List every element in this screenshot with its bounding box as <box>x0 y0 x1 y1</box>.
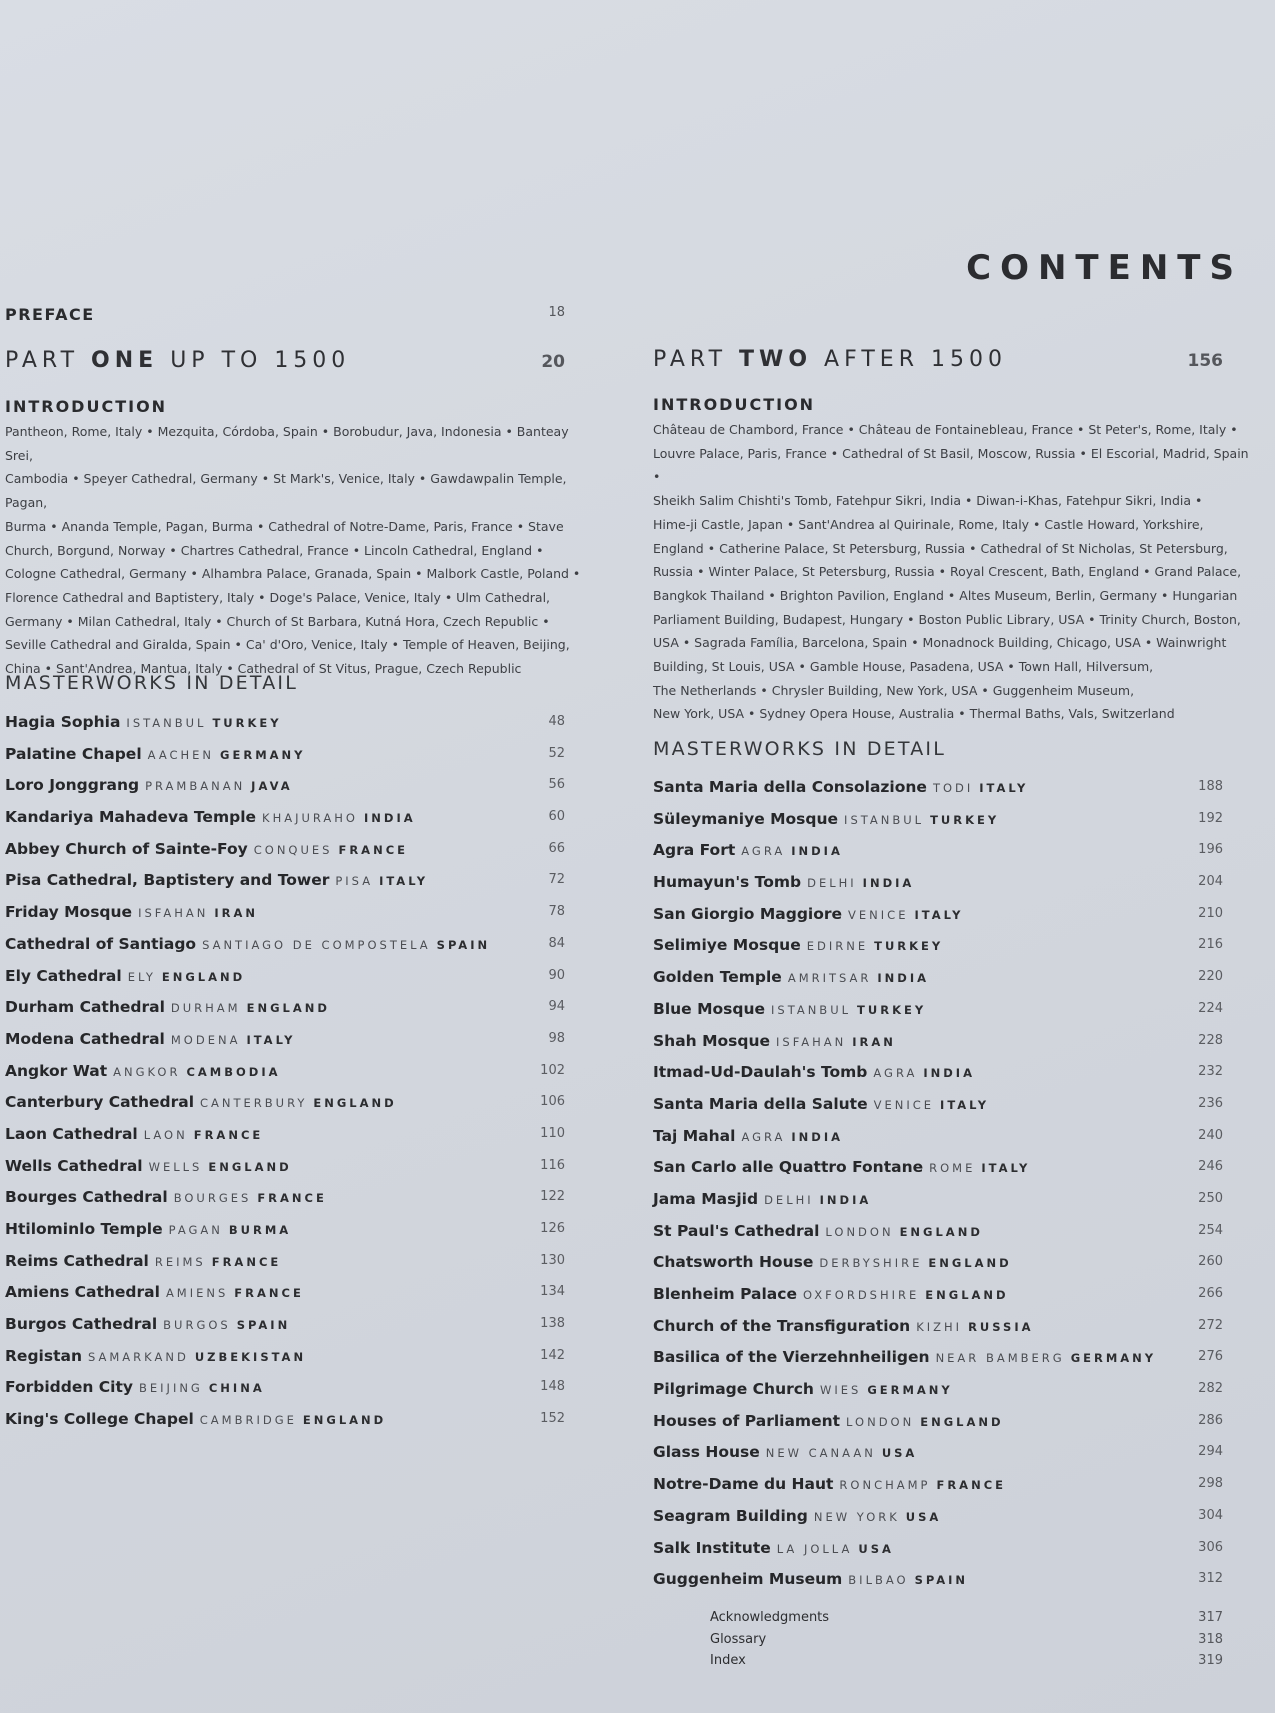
entry-page: 90 <box>548 967 565 983</box>
entry-city: PISA <box>335 874 374 889</box>
entry-name: Reims Cathedral <box>5 1251 149 1270</box>
toc-entry[interactable] <box>5 996 565 1028</box>
entry-page: 224 <box>1198 1000 1223 1016</box>
entry-country: ENGLAND <box>899 1224 983 1239</box>
entry-page: 246 <box>1198 1159 1223 1175</box>
entry-city: BILBAO <box>848 1573 909 1588</box>
toc-entry[interactable] <box>5 1028 565 1060</box>
entry-name: Forbidden City <box>5 1378 133 1397</box>
entry-page: 298 <box>1198 1476 1223 1492</box>
entry-city: VENICE <box>848 907 909 922</box>
entry-country: SPAIN <box>236 1318 291 1333</box>
entry-country: IRAN <box>852 1034 896 1049</box>
entry-name: St Paul's Cathedral <box>653 1221 820 1240</box>
entry-country: CAMBODIA <box>186 1064 281 1079</box>
toc-entry[interactable] <box>5 1250 565 1282</box>
entry-city: ANGKOR <box>113 1064 181 1079</box>
back-matter-page: 318 <box>1198 1631 1223 1647</box>
entry-country: ENGLAND <box>920 1414 1004 1429</box>
entry-country: FRANCE <box>936 1478 1006 1493</box>
entry-city: RONCHAMP <box>839 1478 931 1493</box>
entry-page: 52 <box>548 745 565 761</box>
entry-name: Htilominlo Temple <box>5 1220 163 1238</box>
entry-name: Wells Cathedral <box>5 1156 143 1175</box>
intro-line: Church, Borgund, Norway • Chartres Cathedral, France • Lincoln Cathedral, England • <box>5 542 544 558</box>
entry-page: 94 <box>548 999 565 1015</box>
entry-name: Golden Temple <box>653 968 782 987</box>
entry-country: IRAN <box>214 906 258 921</box>
entry-city: WELLS <box>148 1159 203 1174</box>
entry-name: Bourges Cathedral <box>5 1188 168 1207</box>
entry-page: 110 <box>540 1125 565 1141</box>
entry-page: 236 <box>1198 1095 1223 1111</box>
entry-page: 102 <box>540 1062 565 1078</box>
entry-city: ISTANBUL <box>771 1002 852 1017</box>
intro-line: Cambodia • Speyer Cathedral, Germany • St Mark's, Venice, Italy • Gawdawpalin Temple, Pagan, <box>5 471 567 511</box>
entry-country: INDIA <box>364 811 416 826</box>
intro-line: Florence Cathedral and Baptistery, Italy • Doge's Palace, Venice, Italy • Ulm Cathedral, <box>5 589 551 605</box>
toc-entry[interactable] <box>653 1125 1223 1157</box>
toc-entry[interactable] <box>5 1155 565 1187</box>
toc-entry[interactable] <box>5 1186 565 1218</box>
entry-city: ELY <box>127 969 156 984</box>
toc-entry[interactable] <box>5 965 565 997</box>
entry-name: Pilgrimage Church <box>653 1380 814 1399</box>
part-subtitle: AFTER 1500 <box>824 347 1007 372</box>
part-number: TWO <box>739 347 813 372</box>
entry-city: MODENA <box>170 1032 241 1047</box>
entry-page: 66 <box>548 840 565 856</box>
entry-name: Loro Jonggrang <box>5 776 140 795</box>
entry-country: ENGLAND <box>246 1001 330 1016</box>
toc-entry[interactable] <box>653 1093 1223 1125</box>
entry-name: Laon Cathedral <box>5 1124 138 1143</box>
masterworks-list <box>653 776 1223 1600</box>
entry-page: 60 <box>548 809 565 825</box>
part-two-heading[interactable] <box>653 347 1223 372</box>
entry-page: 232 <box>1198 1064 1223 1080</box>
entry-page: 228 <box>1198 1032 1223 1048</box>
entry-city: AGRA <box>741 1129 786 1144</box>
entry-page: 312 <box>1198 1571 1223 1587</box>
entry-country: FRANCE <box>234 1286 304 1301</box>
entry-city: VENICE <box>873 1097 935 1112</box>
toc-entry[interactable] <box>653 1030 1223 1062</box>
toc-entry[interactable] <box>5 743 565 775</box>
entry-city: EDIRNE <box>806 939 869 954</box>
entry-country: FRANCE <box>338 842 408 857</box>
back-matter-label: Index <box>710 1653 746 1669</box>
toc-entry[interactable] <box>653 1156 1223 1188</box>
entry-country: UZBEKISTAN <box>194 1349 307 1364</box>
entry-page: 286 <box>1198 1412 1223 1428</box>
entry-name: Angkor Wat <box>5 1061 108 1080</box>
toc-entry[interactable] <box>653 776 1223 808</box>
entry-name: Palatine Chapel <box>5 744 142 763</box>
entry-name: Notre-Dame du Haut <box>653 1475 834 1494</box>
entry-name: Selimiye Mosque <box>653 936 801 955</box>
entry-page: 48 <box>548 714 565 729</box>
entry-page: 56 <box>548 777 565 793</box>
entry-name: San Carlo alle Quattro Fontane <box>653 1158 924 1177</box>
toc-entry[interactable] <box>653 1441 1223 1473</box>
entry-page: 188 <box>1198 779 1223 794</box>
entry-page: 220 <box>1198 969 1223 985</box>
entry-city: AMRITSAR <box>787 971 872 986</box>
entry-country: USA <box>858 1541 894 1556</box>
back-matter-page: 317 <box>1198 1610 1223 1625</box>
entry-name: San Giorgio Maggiore <box>653 904 843 923</box>
entry-page: 72 <box>548 872 565 888</box>
toc-entry[interactable] <box>653 1346 1223 1378</box>
back-matter-label: Glossary <box>710 1631 767 1647</box>
entry-page: 196 <box>1198 842 1223 858</box>
intro-text <box>5 420 595 681</box>
entry-name: Pisa Cathedral, Baptistery and Tower <box>5 871 330 890</box>
entry-page: 126 <box>540 1221 565 1236</box>
entry-name: Basilica of the Vierzehnheiligen <box>653 1348 930 1367</box>
part-one-heading[interactable] <box>5 348 565 373</box>
entry-country: INDIA <box>862 876 915 891</box>
intro-line: Hime-ji Castle, Japan • Sant'Andrea al Quirinale, Rome, Italy • Castle Howard, Yorkshire, <box>653 516 1204 532</box>
part-page: 156 <box>1187 351 1223 371</box>
entry-country: INDIA <box>819 1192 872 1207</box>
toc-entry[interactable] <box>653 1220 1223 1252</box>
entry-city: ISTANBUL <box>126 716 207 730</box>
entry-name: Guggenheim Museum <box>653 1570 843 1589</box>
entry-city: KHAJURAHO <box>262 811 358 826</box>
entry-city: TODI <box>932 781 974 795</box>
entry-country: INDIA <box>923 1066 975 1081</box>
toc-entry[interactable] <box>5 1060 565 1092</box>
entry-name: Canterbury Cathedral <box>5 1093 195 1112</box>
toc-entry[interactable] <box>5 869 565 901</box>
intro-line: Building, St Louis, USA • Gamble House, Pasadena, USA • Town Hall, Hilversum, <box>653 659 1154 675</box>
intro-line: Russia • Winter Palace, St Petersburg, Russia • Royal Crescent, Bath, England • Grand Palace, <box>653 564 1242 580</box>
toc-entry[interactable] <box>5 774 565 806</box>
entry-page: 294 <box>1198 1444 1223 1460</box>
intro-line: Germany • Milan Cathedral, Italy • Church of St Barbara, Kutná Hora, Czech Republic • <box>5 613 550 629</box>
entry-page: 260 <box>1198 1254 1223 1270</box>
entry-city: ISTANBUL <box>844 812 925 827</box>
entry-country: ITALY <box>914 907 964 922</box>
entry-city: DURHAM <box>170 1001 241 1016</box>
toc-entry[interactable] <box>5 1408 565 1440</box>
entry-name: Cathedral of Santiago <box>5 934 197 953</box>
toc-entry[interactable] <box>5 1313 565 1345</box>
intro-line: Pantheon, Rome, Italy • Mezquita, Córdoba, Spain • Borobudur, Java, Indonesia • Banteay Srei, <box>5 424 569 463</box>
toc-entry[interactable] <box>5 1218 565 1250</box>
toc-entry[interactable] <box>653 1188 1223 1220</box>
entry-name: Santa Maria della Salute <box>653 1094 868 1113</box>
toc-entry[interactable] <box>5 838 565 870</box>
entry-name: Blue Mosque <box>653 999 766 1018</box>
masterworks-heading: MASTERWORKS IN DETAIL <box>653 738 947 760</box>
entry-city: LA JOLLA <box>776 1541 853 1556</box>
intro-line: Seville Cathedral and Giralda, Spain • Ca' d'Oro, Venice, Italy • Temple of Heaven, Beijing, <box>5 637 570 653</box>
entry-name: Friday Mosque <box>5 903 133 922</box>
intro-line: Bangkok Thailand • Brighton Pavilion, England • Altes Museum, Berlin, Germany • Hungarian <box>653 587 1238 603</box>
entry-city: AGRA <box>741 844 786 859</box>
entry-name: Agra Fort <box>653 841 736 860</box>
intro-line: The Netherlands • Chrysler Building, New York, USA • Guggenheim Museum, <box>653 682 1135 698</box>
toc-entry[interactable] <box>653 903 1223 935</box>
toc-entry[interactable] <box>653 1568 1223 1600</box>
entry-country: FRANCE <box>211 1254 282 1269</box>
entry-city: LONDON <box>846 1414 915 1429</box>
entry-page: 116 <box>540 1157 565 1173</box>
entry-page: 84 <box>548 935 565 951</box>
entry-page: 130 <box>540 1252 565 1268</box>
entry-page: 138 <box>540 1316 565 1332</box>
entry-name: King's College Chapel <box>5 1410 194 1429</box>
entry-city: DELHI <box>764 1192 814 1207</box>
entry-country: JAVA <box>251 779 293 794</box>
entry-page: 106 <box>540 1094 565 1110</box>
toc-entry[interactable] <box>653 808 1223 840</box>
entry-country: CHINA <box>208 1381 265 1396</box>
entry-city: BEIJING <box>139 1381 203 1396</box>
toc-entry[interactable] <box>5 1091 565 1123</box>
entry-city: LAON <box>143 1127 188 1142</box>
entry-country: SPAIN <box>436 937 491 952</box>
toc-entry[interactable] <box>5 933 565 965</box>
part-page: 20 <box>541 352 565 372</box>
entry-country: INDIA <box>877 971 930 986</box>
back-matter-label: Acknowledgments <box>710 1610 830 1625</box>
entry-city: NEW YORK <box>813 1509 900 1524</box>
toc-entry[interactable] <box>5 711 565 743</box>
entry-name: Blenheim Palace <box>653 1285 797 1303</box>
entry-page: 276 <box>1198 1349 1223 1365</box>
toc-entry[interactable] <box>653 966 1223 998</box>
entry-country: ENGLAND <box>313 1096 397 1111</box>
toc-entry[interactable] <box>653 998 1223 1030</box>
entry-country: ENGLAND <box>925 1288 1009 1302</box>
entry-country: ITALY <box>379 874 429 889</box>
entry-country: ENGLAND <box>161 969 246 984</box>
entry-name: Süleymaniye Mosque <box>653 809 839 828</box>
toc-entry[interactable] <box>5 1123 565 1155</box>
entry-page: 78 <box>548 904 565 920</box>
entry-page: 306 <box>1198 1539 1223 1555</box>
toc-entry[interactable] <box>5 901 565 933</box>
entry-city: ISFAHAN <box>138 906 209 921</box>
toc-entry[interactable] <box>653 1537 1223 1569</box>
entry-name: Itmad-Ud-Daulah's Tomb <box>653 1063 868 1082</box>
entry-name: Amiens Cathedral <box>5 1283 160 1302</box>
entry-city: REIMS <box>154 1254 206 1269</box>
masterworks-list <box>5 711 565 1440</box>
entry-name: Jama Masjid <box>653 1189 759 1208</box>
entry-country: ENGLAND <box>208 1159 292 1174</box>
entry-city: DERBYSHIRE <box>819 1256 923 1271</box>
entry-city: AMIENS <box>165 1286 229 1301</box>
intro-line: England • Catherine Palace, St Petersburg, Russia • Cathedral of St Nicholas, St Petersburg, <box>653 540 1228 556</box>
entry-name: Kandariya Mahadeva Temple <box>5 808 257 827</box>
entry-country: FRANCE <box>193 1127 264 1142</box>
entry-city: AACHEN <box>147 747 215 762</box>
entry-city: LONDON <box>825 1224 894 1239</box>
toc-entry[interactable] <box>653 871 1223 903</box>
toc-entry[interactable] <box>653 934 1223 966</box>
entry-city: DELHI <box>807 876 857 891</box>
entry-city: ISFAHAN <box>776 1034 847 1049</box>
entry-page: 142 <box>540 1347 565 1363</box>
back-matter-entry[interactable] <box>710 1653 1223 1675</box>
entry-city: KIZHI <box>916 1319 963 1334</box>
back-matter-page: 319 <box>1198 1653 1223 1669</box>
entry-name: Santa Maria della Consolazione <box>653 778 927 796</box>
entry-page: 304 <box>1198 1507 1223 1523</box>
intro-line: New York, USA • Sydney Opera House, Australia • Thermal Baths, Vals, Switzerland <box>653 706 1175 722</box>
entry-country: USA <box>905 1509 942 1524</box>
entry-name: Registan <box>5 1346 82 1365</box>
intro-heading: INTRODUCTION <box>653 395 816 414</box>
toc-entry[interactable] <box>653 1410 1223 1442</box>
toc-entry[interactable] <box>5 1345 565 1377</box>
entry-country: USA <box>881 1446 918 1461</box>
intro-line: Sheikh Salim Chishti's Tomb, Fatehpur Sikri, India • Diwan-i-Khas, Fatehpur Sikri, India • <box>653 493 1203 509</box>
intro-line: Parliament Building, Budapest, Hungary • Boston Public Library, USA • Trinity Church, Boston, <box>653 611 1241 627</box>
entry-city: SAMARKAND <box>88 1349 189 1364</box>
intro-line: USA • Sagrada Família, Barcelona, Spain • Monadnock Building, Chicago, USA • Wainwright <box>653 635 1227 651</box>
entry-city: CANTERBURY <box>200 1096 308 1111</box>
part-prefix: PART <box>5 348 80 373</box>
entry-country: GERMANY <box>867 1383 953 1398</box>
entry-name: Abbey Church of Sainte-Foy <box>5 839 248 858</box>
entry-country: ENGLAND <box>302 1413 387 1428</box>
entry-city: BOURGES <box>173 1191 252 1206</box>
entry-page: 122 <box>540 1189 565 1205</box>
entry-city: NEAR BAMBERG <box>935 1351 1065 1366</box>
entry-country: RUSSIA <box>968 1319 1034 1334</box>
part-prefix: PART <box>653 347 728 372</box>
toc-entry[interactable] <box>5 1281 565 1313</box>
entry-page: 152 <box>540 1411 565 1427</box>
entry-name: Modena Cathedral <box>5 1029 165 1048</box>
toc-entry[interactable] <box>653 1061 1223 1093</box>
entry-country: TURKEY <box>857 1002 927 1017</box>
entry-page: 134 <box>540 1284 565 1300</box>
entry-country: ITALY <box>940 1097 990 1112</box>
masterworks-heading: MASTERWORKS IN DETAIL <box>5 672 299 694</box>
entry-name: Humayun's Tomb <box>653 873 802 892</box>
entry-city: AGRA <box>873 1066 918 1081</box>
back-matter-list <box>710 1610 1223 1675</box>
entry-page: 282 <box>1198 1381 1223 1397</box>
entry-name: Burgos Cathedral <box>5 1315 158 1334</box>
entry-country: ITALY <box>246 1032 296 1047</box>
toc-entry[interactable] <box>653 1378 1223 1410</box>
intro-heading: INTRODUCTION <box>5 397 168 416</box>
entry-name: Durham Cathedral <box>5 998 165 1017</box>
intro-text <box>653 418 1253 726</box>
toc-entry[interactable] <box>653 1473 1223 1505</box>
preface-entry[interactable] <box>5 305 565 324</box>
entry-city: CONQUES <box>253 842 333 857</box>
preface-page: 18 <box>548 305 565 320</box>
entry-name: Hagia Sophia <box>5 713 121 731</box>
entry-city: SANTIAGO DE COMPOSTELA <box>202 937 431 952</box>
entry-page: 250 <box>1198 1190 1223 1206</box>
entry-city: ROME <box>929 1161 976 1176</box>
entry-country: FRANCE <box>257 1191 327 1206</box>
intro-line: Château de Chambord, France • Château de Fontainebleau, France • St Peter's, Rome, Italy • <box>653 422 1238 437</box>
entry-country: ITALY <box>979 781 1029 795</box>
entry-name: Church of the Transfiguration <box>653 1316 911 1335</box>
part-number: ONE <box>91 348 159 373</box>
toc-entry[interactable] <box>5 806 565 838</box>
part-subtitle: UP TO 1500 <box>170 348 351 373</box>
page-title: CONTENTS <box>966 248 1243 288</box>
entry-name: Houses of Parliament <box>653 1411 841 1430</box>
entry-page: 266 <box>1198 1286 1223 1301</box>
back-matter-entry[interactable] <box>710 1632 1223 1654</box>
toc-entry[interactable] <box>653 1251 1223 1283</box>
entry-city: BURGOS <box>163 1318 231 1333</box>
entry-page: 240 <box>1198 1127 1223 1143</box>
entry-city: PRAMBANAN <box>145 779 246 794</box>
entry-page: 254 <box>1198 1222 1223 1238</box>
entry-country: INDIA <box>791 844 843 859</box>
entry-city: NEW CANAAN <box>765 1446 876 1461</box>
entry-country: ENGLAND <box>928 1256 1012 1271</box>
entry-country: BURMA <box>228 1223 292 1237</box>
entry-page: 148 <box>540 1379 565 1395</box>
entry-country: GERMANY <box>220 747 306 762</box>
toc-entry[interactable] <box>653 1505 1223 1537</box>
entry-city: PAGAN <box>168 1223 223 1237</box>
entry-country: GERMANY <box>1070 1351 1157 1366</box>
entry-country: INDIA <box>791 1129 844 1144</box>
entry-page: 98 <box>548 1030 565 1046</box>
entry-country: TURKEY <box>874 939 944 954</box>
entry-name: Ely Cathedral <box>5 966 122 985</box>
entry-page: 192 <box>1198 810 1223 826</box>
entry-country: ITALY <box>981 1161 1031 1176</box>
entry-country: TURKEY <box>212 716 282 730</box>
intro-line: Louvre Palace, Paris, France • Cathedral of St Basil, Moscow, Russia • El Escorial, Madrid, Spain • <box>653 445 1249 485</box>
entry-city: OXFORDSHIRE <box>802 1288 920 1302</box>
entry-page: 210 <box>1198 905 1223 921</box>
entry-name: Chatsworth House <box>653 1253 814 1272</box>
entry-country: SPAIN <box>914 1573 969 1588</box>
entry-city: WIES <box>819 1383 862 1398</box>
entry-page: 204 <box>1198 874 1223 890</box>
entry-name: Salk Institute <box>653 1538 771 1557</box>
entry-page: 272 <box>1198 1317 1223 1333</box>
entry-page: 216 <box>1198 937 1223 953</box>
toc-entry[interactable] <box>653 1315 1223 1347</box>
intro-line: China • Sant'Andrea, Mantua, Italy • Cathedral of St Vitus, Prague, Czech Republic <box>5 661 522 677</box>
toc-entry[interactable] <box>653 839 1223 871</box>
preface-label: PREFACE <box>5 305 95 324</box>
entry-country: TURKEY <box>930 812 1000 827</box>
entry-name: Shah Mosque <box>653 1031 771 1050</box>
entry-city: CAMBRIDGE <box>199 1413 297 1428</box>
entry-name: Glass House <box>653 1443 760 1462</box>
toc-entry[interactable] <box>653 1283 1223 1315</box>
toc-entry[interactable] <box>5 1376 565 1408</box>
entry-name: Seagram Building <box>653 1506 808 1525</box>
intro-line: Burma • Ananda Temple, Pagan, Burma • Cathedral of Notre-Dame, Paris, France • Stave <box>5 518 564 534</box>
entry-name: Taj Mahal <box>653 1126 736 1145</box>
intro-line: Cologne Cathedral, Germany • Alhambra Palace, Granada, Spain • Malbork Castle, Poland • <box>5 566 581 582</box>
back-matter-entry[interactable] <box>710 1610 1223 1632</box>
